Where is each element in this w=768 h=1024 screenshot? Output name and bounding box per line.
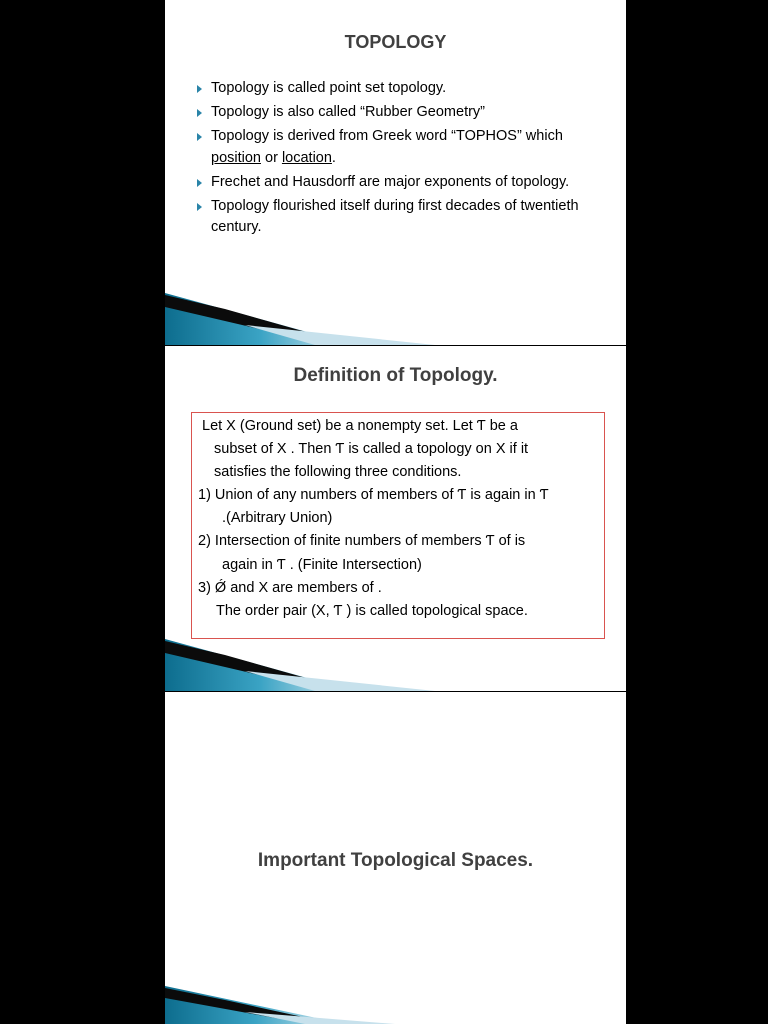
- underlined-word-position: position: [211, 149, 261, 166]
- bullet-text: .: [331, 149, 336, 166]
- bullet-arrow-icon: [197, 179, 202, 187]
- slide-title: TOPOLOGY: [344, 32, 447, 52]
- decorative-swoosh: [165, 285, 626, 345]
- bullet-item: [195, 102, 615, 124]
- definition-line: subset of X . Then Ƭ is called a topology on X if it: [214, 441, 529, 458]
- definition-line: 1) Union of any numbers of members of Ƭ is again in Ƭ: [198, 487, 549, 504]
- slide-definition: [165, 346, 626, 691]
- definition-box: [191, 412, 605, 639]
- bullet-item: [195, 172, 615, 194]
- definition-line: The order pair (X, Ƭ ) is called topological space.: [216, 602, 528, 619]
- bullet-arrow-icon: [197, 109, 202, 117]
- slide-topology: [165, 0, 626, 345]
- bullet-arrow-icon: [197, 133, 202, 141]
- definition-line: 3) Ǿ and X are members of .: [198, 579, 382, 596]
- definition-line: 2) Intersection of finite numbers of members Ƭ of is: [198, 533, 526, 550]
- bullet-text: Topology is also called “Rubber Geometry”: [211, 104, 486, 120]
- bullet-item: [195, 126, 615, 169]
- bullet-arrow-icon: [197, 203, 202, 211]
- bullet-text: Topology is derived from Greek word “TOPHOS” which: [211, 128, 563, 144]
- bullet-item: [195, 78, 615, 100]
- slide-title: Definition of Topology.: [293, 365, 498, 386]
- bullet-arrow-icon: [197, 85, 202, 93]
- underlined-word-location: location: [281, 149, 332, 166]
- definition-line: again in Ƭ . (Finite Intersection): [222, 556, 422, 573]
- bullet-text: Frechet and Hausdorff are major exponents of topology.: [211, 173, 570, 190]
- slide-title: Important Topological Spaces.: [257, 850, 534, 871]
- slide-important-spaces: [165, 692, 626, 1024]
- definition-line: satisfies the following three conditions.: [214, 464, 462, 481]
- bullet-text: or: [260, 149, 282, 166]
- decorative-swoosh: [165, 631, 626, 691]
- bullet-item: [195, 196, 615, 239]
- definition-line: Let X (Ground set) be a nonempty set. Let Ƭ be a: [202, 418, 518, 434]
- bullet-text: Topology is called point set topology.: [211, 80, 447, 96]
- bullet-text: Topology flourished itself during first decades of twentieth century.: [211, 197, 579, 235]
- bullet-list: [195, 78, 615, 241]
- definition-line: .(Arbitrary Union): [222, 510, 333, 527]
- decorative-swoosh: [165, 980, 626, 1024]
